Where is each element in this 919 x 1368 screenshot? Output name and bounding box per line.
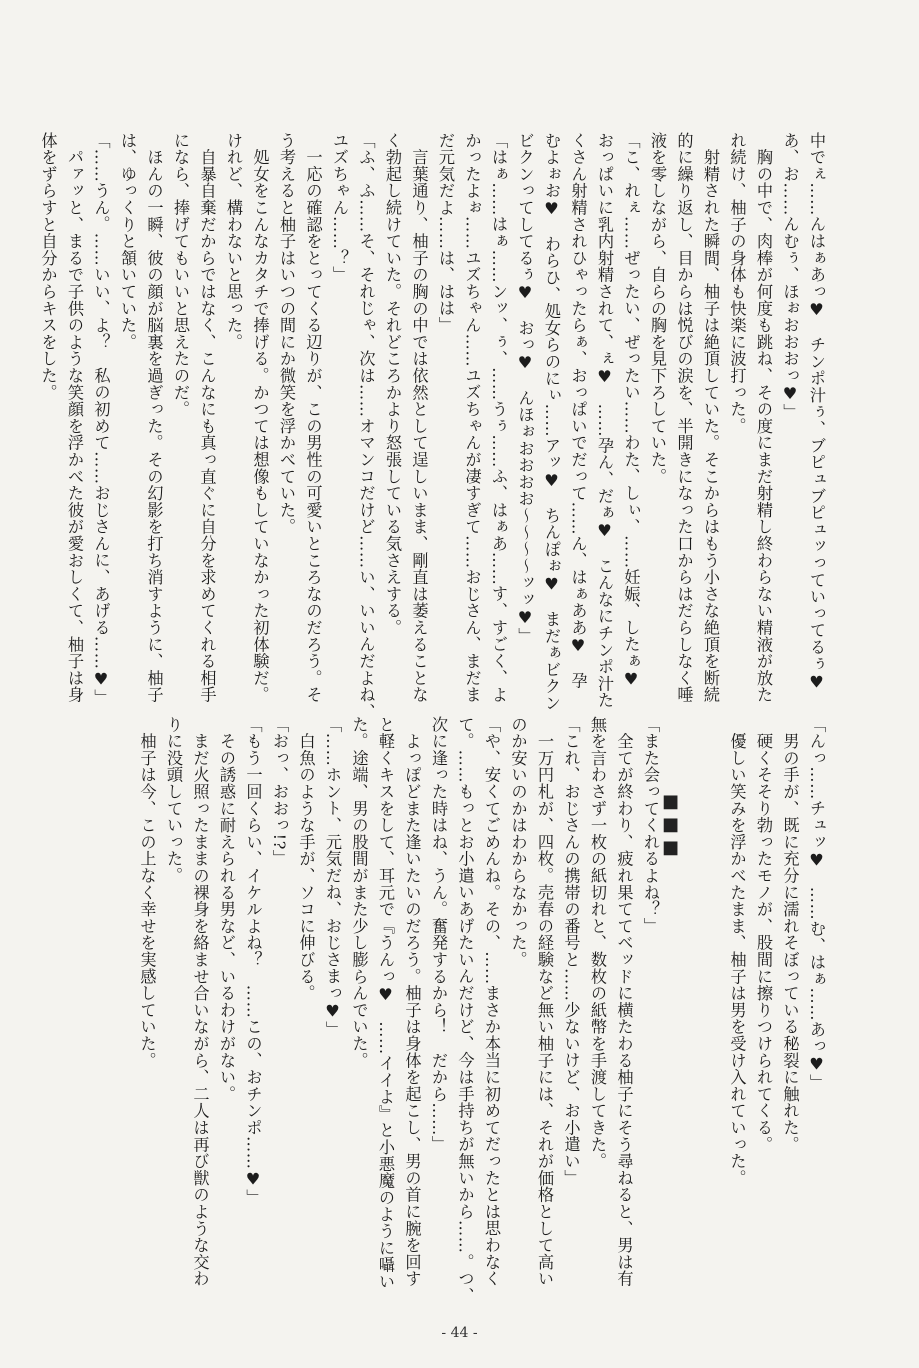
text-line: 硬くそそり勃ったモノが、股間に擦りつけられてくる。 <box>754 716 773 1153</box>
text-line: 「もう一回くらい、イケルよね？ ……この、おチンポ……♥」 <box>243 716 263 1206</box>
text-line: 無を言わさず一枚の紙切れと、数枚の紙幣を手渡してきた。 <box>588 716 607 1170</box>
text-line: 一応の確認をとってくる辺りが、この男性の可愛いところなのだろう。そ <box>303 132 323 704</box>
text-line: だ元気だよ……は、はは」 <box>436 132 455 334</box>
text-line: ユズちゃん……？」 <box>330 132 349 284</box>
lower-text-block-epilogue <box>83 716 663 1304</box>
text-line: 男の手が、既に充分に濡れそぼっている秘裂に触れた。 <box>780 716 800 1153</box>
text-line: 言葉通り、柚子の胸の中では依然として逞しいまま、剛直は萎えることな <box>409 132 429 704</box>
text-line: 体をずらすと自分からキスをした。 <box>38 132 58 401</box>
text-line: は、ゆっくりと頷いていた。 <box>118 132 137 351</box>
text-line: 「おっ、おおっ!?」 <box>270 716 289 867</box>
text-line: まだ火照ったままの裸身を絡ませ合いながら、二人は再び獣のような交わ <box>190 716 210 1288</box>
text-line: 「や、安くてごめんね。その、……まさか本当に初めてだったとは思わなく <box>482 716 501 1288</box>
upper-text-block <box>38 132 829 720</box>
text-line: 「また会ってくれるよね？」 <box>641 716 660 935</box>
text-line: ほんの一瞬、彼の顔が脳裏を過ぎった。その幻影を打ち消すように、柚子 <box>144 132 164 704</box>
text-line: 柚子は今、この上なく幸せを実感していた。 <box>137 716 157 1069</box>
text-line: て。……もっとお小遣いあげたいんだけど、今は手持ちが無いから……。つ、 <box>455 716 475 1304</box>
text-line: むよぉお♥ わらひ、処女らのにぃ……アッ♥ ちんぽぉ♥ まだぁビクン <box>542 132 561 712</box>
text-line: パァッと、まるで子供のような笑顔を浮かべた彼が愛おしくて、柚子は身 <box>65 132 84 704</box>
page-number: - 44 - <box>441 1325 478 1341</box>
text-line: よっぽどまた逢いたいのだろう。柚子は身体を起こし、男の首に腕を回す <box>402 716 422 1288</box>
text-line: 自暴自棄だからではなく、こんなにも真っ直ぐに自分を求めてくれる相手 <box>197 132 217 704</box>
text-line: 射精された瞬間、柚子は絶頂していた。そこからはもう小さな絶頂を断続 <box>701 132 720 704</box>
text-line: になら、捧げてもいいと思えたのだ。 <box>171 132 190 418</box>
text-line: その誘惑に耐えられる男など、いるわけがない。 <box>217 716 236 1103</box>
text-line: 胸の中で、肉棒が何度も跳ね、その度にまだ射精し終わらない精液が放た <box>754 132 773 704</box>
text-line: た。途端、男の股間がまた少し膨らんでいた。 <box>349 716 369 1069</box>
text-line: 「……ホント、元気だね、おじさまっ♥」 <box>323 716 342 1038</box>
text-line: けれど、構わないと思った。 <box>224 132 243 351</box>
text-line: 優しい笑みを浮かべたまま、柚子は男を受け入れていった。 <box>727 716 747 1187</box>
text-line: 中でぇ……んはぁあっ♥ チンポ汁ぅ、ブピュブピュッっていってるぅ♥ <box>807 132 826 692</box>
text-line: と軽くキスをして、耳元で『うんっ♥ ……イイよ』と小悪魔のように囁い <box>376 716 395 1290</box>
text-line: 処女をこんなカタチで捧げる。かつては想像もしていなかった初体験だ。 <box>250 132 270 704</box>
text-line: 「ふ、ふ……そ、それじゃ、次は……オマンコだけど……い、いいんだよね、 <box>356 132 376 720</box>
text-line: りに没頭していった。 <box>164 716 183 884</box>
text-line: う考えると柚子はいつの間にか微笑を浮かべていた。 <box>277 132 296 536</box>
text-line: かったよぉ……ユズちゃん……ユズちゃんが凄すぎて……おじさん、まだま <box>462 132 482 704</box>
text-line: 白魚のような手が、ソコに伸びる。 <box>296 716 316 1002</box>
text-line: おっぱいに乳内射精されて、ぇ♥ ……孕ん、だぁ♥ こんなにチンポ汁た <box>595 132 614 709</box>
text-line: 一万円札が、四枚。売春の経験など無い柚子には、それが価格として高い <box>535 716 554 1288</box>
text-line: 「はぁ……はぁ……ンッ、ぅ、……うぅ……ふ、はぁあ……す、すごく、よ <box>489 132 508 704</box>
text-line: 全てが終わり、疲れ果ててベッドに横たわる柚子にそう尋ねると、男は有 <box>614 716 634 1288</box>
section-separator: ■■■ <box>660 791 681 860</box>
text-line: 液を零しながら、自らの胸を見下ろしていた。 <box>648 132 667 485</box>
text-line: 次に逢った時はね、うん。奮発するから！ だから……」 <box>429 716 448 1153</box>
text-line: 「んっ……チュッ♥ ……む、はぁ……あっ♥」 <box>807 716 826 1092</box>
lower-text-block-scene-end <box>729 716 829 1276</box>
text-line: 的に繰り返し、目からは悦びの涙を、半開きになった口からはだらしなく唾 <box>674 132 694 704</box>
text-line: ビクンってしてるぅ♥ おっ♥ んほぉおおおお〜〜〜〜ッッ♥」 <box>515 132 535 645</box>
text-line: 「これ、おじさんの携帯の番号と……少ないけど、お小遣い」 <box>561 716 581 1187</box>
text-line: れ続け、柚子の身体も快楽に波打った。 <box>727 132 747 435</box>
text-line: くさん射精されひゃったらぁ、おっぱいでだって……ん、はぁああ♥ 孕 <box>568 132 588 690</box>
text-line: 「……うん。……いい、よ？ 私の初めて……おじさんに、あげる……♥」 <box>91 132 111 706</box>
text-line: く勃起し続けていた。それどころかより怒張している気さえする。 <box>383 132 402 636</box>
text-line: のか安いのかはわからなかった。 <box>508 716 528 968</box>
text-line: あ、お……んむぅ、ほぉおおおっ♥」 <box>780 132 800 421</box>
text-line: 「こ、れぇ……ぜったい、ぜったい……わた、しぃ、……妊娠、したぁ♥ <box>621 132 641 690</box>
